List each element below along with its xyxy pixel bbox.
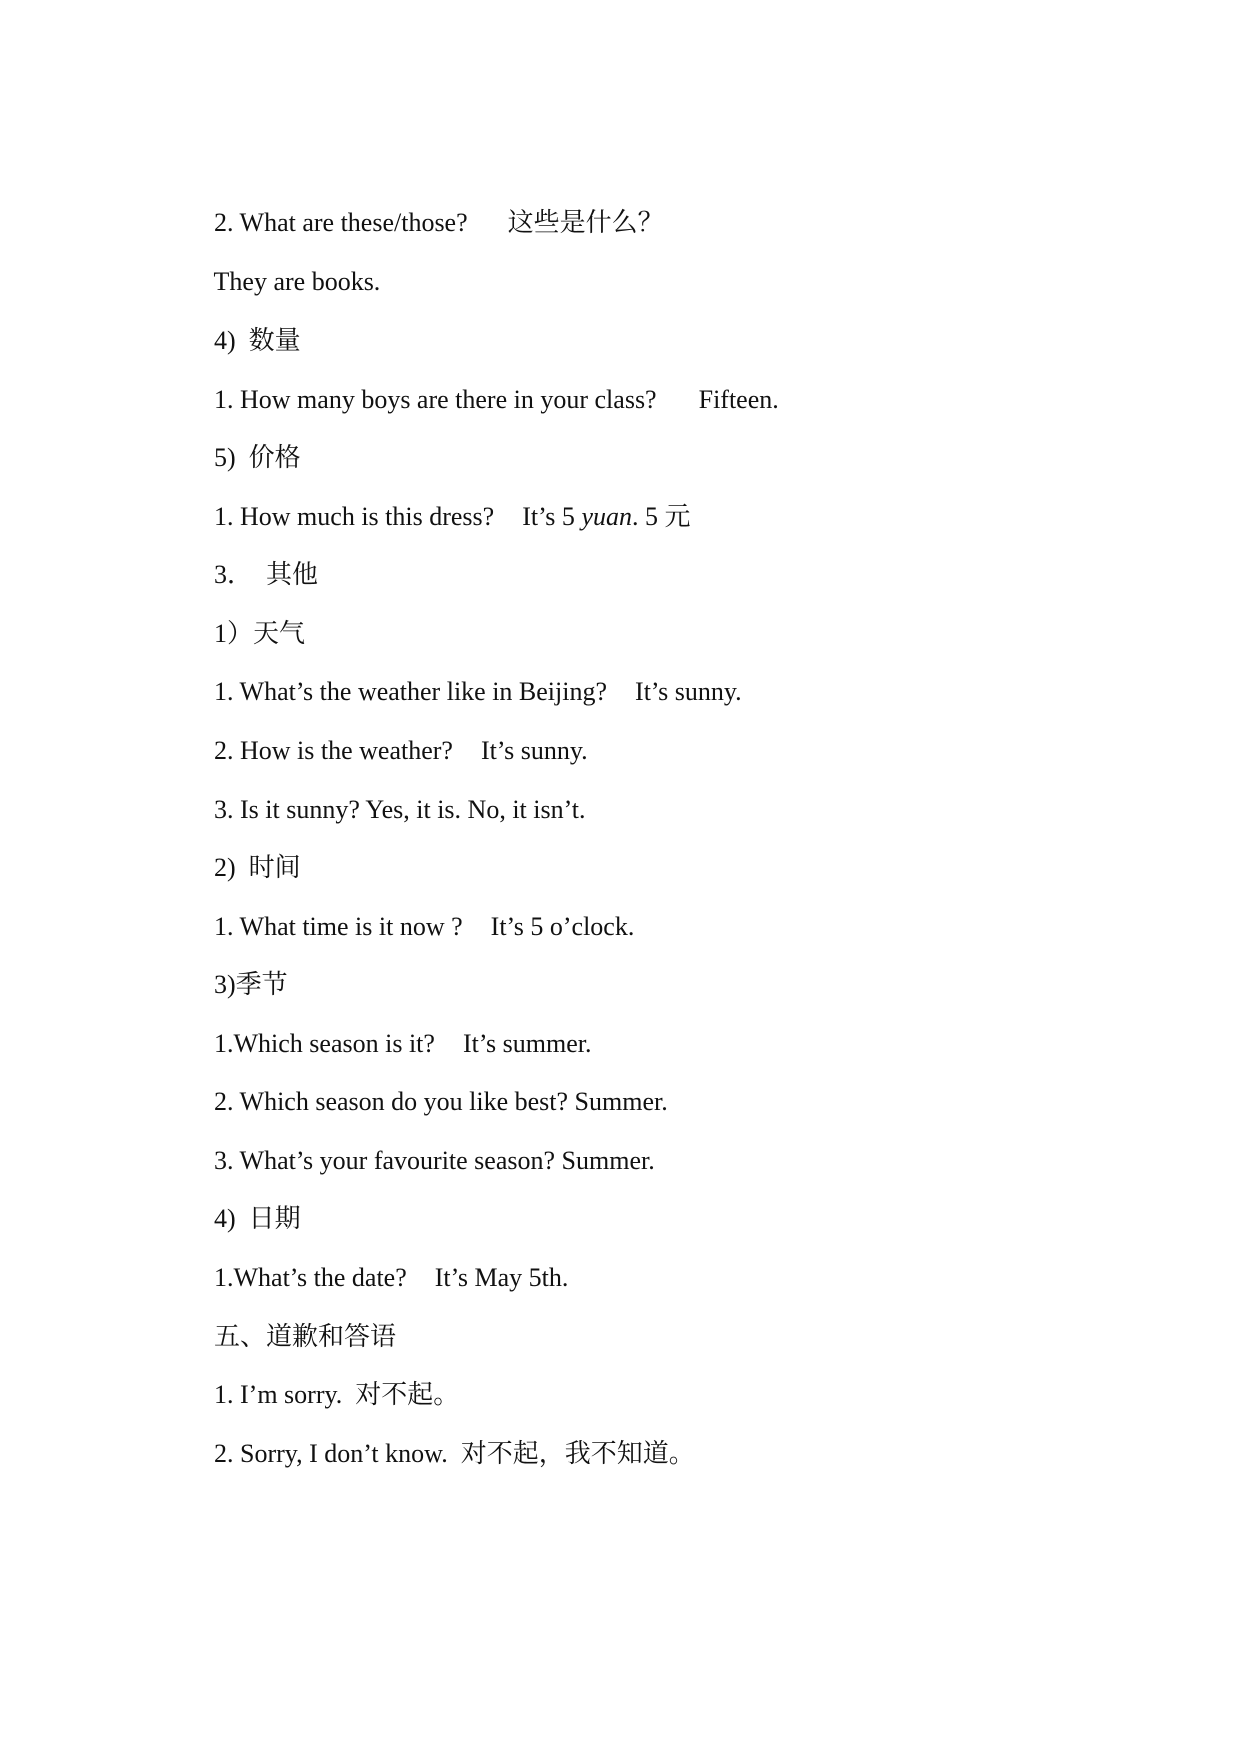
line-favourite-season [188, 1101, 655, 1175]
line-weather-beijing [188, 632, 742, 706]
heading-text: 4) 数量 [214, 326, 301, 355]
heading-weather [188, 574, 306, 648]
line-which-season [188, 984, 592, 1058]
answer-text: It’s 5 [522, 502, 582, 531]
line-what-time [188, 867, 635, 941]
question-text: 2. Which season do you like best? Summer. [214, 1087, 668, 1116]
answer-text: Fifteen. [698, 385, 779, 414]
heading-text: 1）天气 [214, 619, 306, 648]
line-how-many [188, 340, 779, 414]
line-they-are-books [188, 222, 381, 296]
question-text: 1. How many boys are there in your class? [214, 385, 657, 414]
answer-text: It’s 5 o’clock. [490, 912, 635, 941]
heading-apology [188, 1277, 397, 1351]
heading-season [188, 925, 288, 999]
heading-price [188, 398, 301, 472]
question-text: 1.What’s the date? [214, 1263, 407, 1292]
heading-text: 2) 时间 [214, 853, 301, 882]
line-what-are-these [188, 163, 664, 237]
question-text: 2. What are these/those? [214, 208, 468, 237]
heading-other [188, 515, 319, 589]
heading-text: 3． 其他 [214, 560, 319, 589]
line-im-sorry [188, 1335, 460, 1409]
line-how-is-weather [188, 691, 588, 765]
answer-italic-word: yuan [581, 502, 632, 531]
phrase-text: 2. Sorry, I don’t know. 对不起，我不知道。 [214, 1439, 695, 1468]
answer-text: It’s summer. [462, 1029, 592, 1058]
answer-text: It’s sunny. [635, 677, 742, 706]
answer-text: It’s sunny. [480, 736, 588, 765]
heading-quantity [188, 281, 301, 355]
heading-time [188, 808, 301, 882]
line-season-like-best [188, 1042, 668, 1116]
line-sorry-dont-know [188, 1394, 695, 1468]
question-text: 1. What’s the weather like in Beijing? [214, 677, 608, 706]
question-text: 3. What’s your favourite season? Summer. [214, 1146, 655, 1175]
question-text: 1. How much is this dress? [214, 502, 495, 531]
answer-text-tail: . 5 元 [631, 502, 691, 531]
line-is-it-sunny [188, 750, 586, 824]
line-what-date [188, 1218, 569, 1292]
heading-text: 5) 价格 [214, 443, 301, 472]
line-how-much [188, 457, 691, 531]
heading-date [188, 1159, 301, 1233]
heading-text: 3)季节 [214, 970, 288, 999]
question-text: 2. How is the weather? [214, 736, 453, 765]
question-text: 1. What time is it now ? [214, 912, 463, 941]
phrase-text: 1. I’m sorry. 对不起。 [214, 1380, 460, 1409]
answer-text: It’s May 5th. [434, 1263, 569, 1292]
heading-text: 4) 日期 [214, 1204, 301, 1233]
translation-text: 这些是什么？ [507, 208, 664, 237]
question-text: 3. Is it sunny? Yes, it is. No, it isn’t. [214, 795, 586, 824]
heading-text: 五、道歉和答语 [214, 1322, 397, 1351]
question-text: 1.Which season is it? [214, 1029, 435, 1058]
answer-text: They are books. [213, 267, 381, 296]
